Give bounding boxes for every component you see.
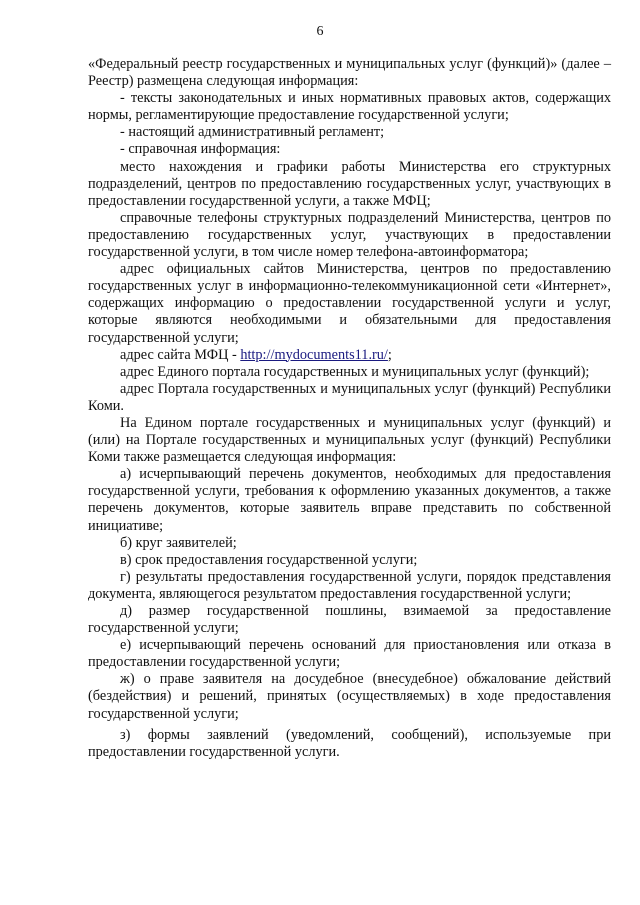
- paragraph: На Едином портале государственных и муниципальных услуг (функций) и (или) на Портале государственных и муниципальных услуг (функций) Республики Коми также размещается следующая информация:: [88, 414, 611, 466]
- mfc-site-paragraph: [88, 347, 611, 364]
- list-item: д) размер государственной пошлины, взимаемой за предоставление государственной услуги;: [88, 603, 611, 637]
- paragraph: адрес официальных сайтов Министерства, центров по предоставлению государственных услуг в информационно-телекоммуникационной сети «Интернет», содержащих информацию о предоставлении государственной услуги и услуг, которые являются необходимыми и обязательными для предоставления государственной услуги;: [88, 261, 611, 346]
- paragraph: адрес Портала государственных и муниципальных услуг (функций) Республики Коми.: [88, 380, 611, 414]
- paragraph: - настоящий административный регламент;: [120, 124, 385, 141]
- list-item: б) круг заявителей;: [120, 534, 237, 551]
- paragraph: справочные телефоны структурных подразделений Министерства, центров по предоставлению государственных услуг, участвующих в предоставлении государственной услуги, в том числе номер телефона-автоинформатора;: [88, 209, 611, 261]
- list-item: ж) о праве заявителя на досудебное (внесудебное) обжалование действий (бездействия) и решений, принятых (осуществляемых) в ходе предоставления государственной услуги;: [88, 671, 611, 722]
- mfc-site-prefix: адрес сайта МФЦ -: [120, 346, 241, 363]
- document-body: [88, 56, 611, 761]
- list-item: а) исчерпывающий перечень документов, необходимых для предоставления государственной услуги, требования к оформлению указанных документов, а также перечень документов, которые заявитель вправе представить по собственной инициативе;: [88, 466, 611, 534]
- list-item: в) срок предоставления государственной услуги;: [120, 551, 418, 568]
- list-item: г) результаты предоставления государственной услуги, порядок представления документа, являющегося результатом предоставления государственной услуги;: [88, 568, 611, 602]
- paragraph: - справочная информация:: [120, 141, 281, 158]
- paragraph: - тексты законодательных и иных нормативных правовых актов, содержащих нормы, регламентирующие предоставление государственной услуги;: [88, 90, 611, 124]
- list-item: е) исчерпывающий перечень оснований для приостановления или отказа в предоставлении государственной услуги;: [88, 637, 611, 671]
- paragraph: «Федеральный реестр государственных и муниципальных услуг (функций)» (далее – Реестр) размещена следующая информация:: [88, 56, 611, 90]
- mfc-site-link[interactable]: http://mydocuments11.ru/: [240, 346, 388, 363]
- list-item: з) формы заявлений (уведомлений, сообщений), используемые при предоставлении государственной услуги.: [88, 726, 611, 760]
- page-number: 6: [316, 24, 324, 39]
- paragraph: место нахождения и графики работы Министерства его структурных подразделений, центров по предоставлению государственных услуг, участвующих в предоставлении государственной услуги, а также МФЦ;: [88, 158, 611, 209]
- paragraph: адрес Единого портала государственных и муниципальных услуг (функций);: [120, 363, 590, 380]
- mfc-site-suffix: ;: [387, 346, 392, 363]
